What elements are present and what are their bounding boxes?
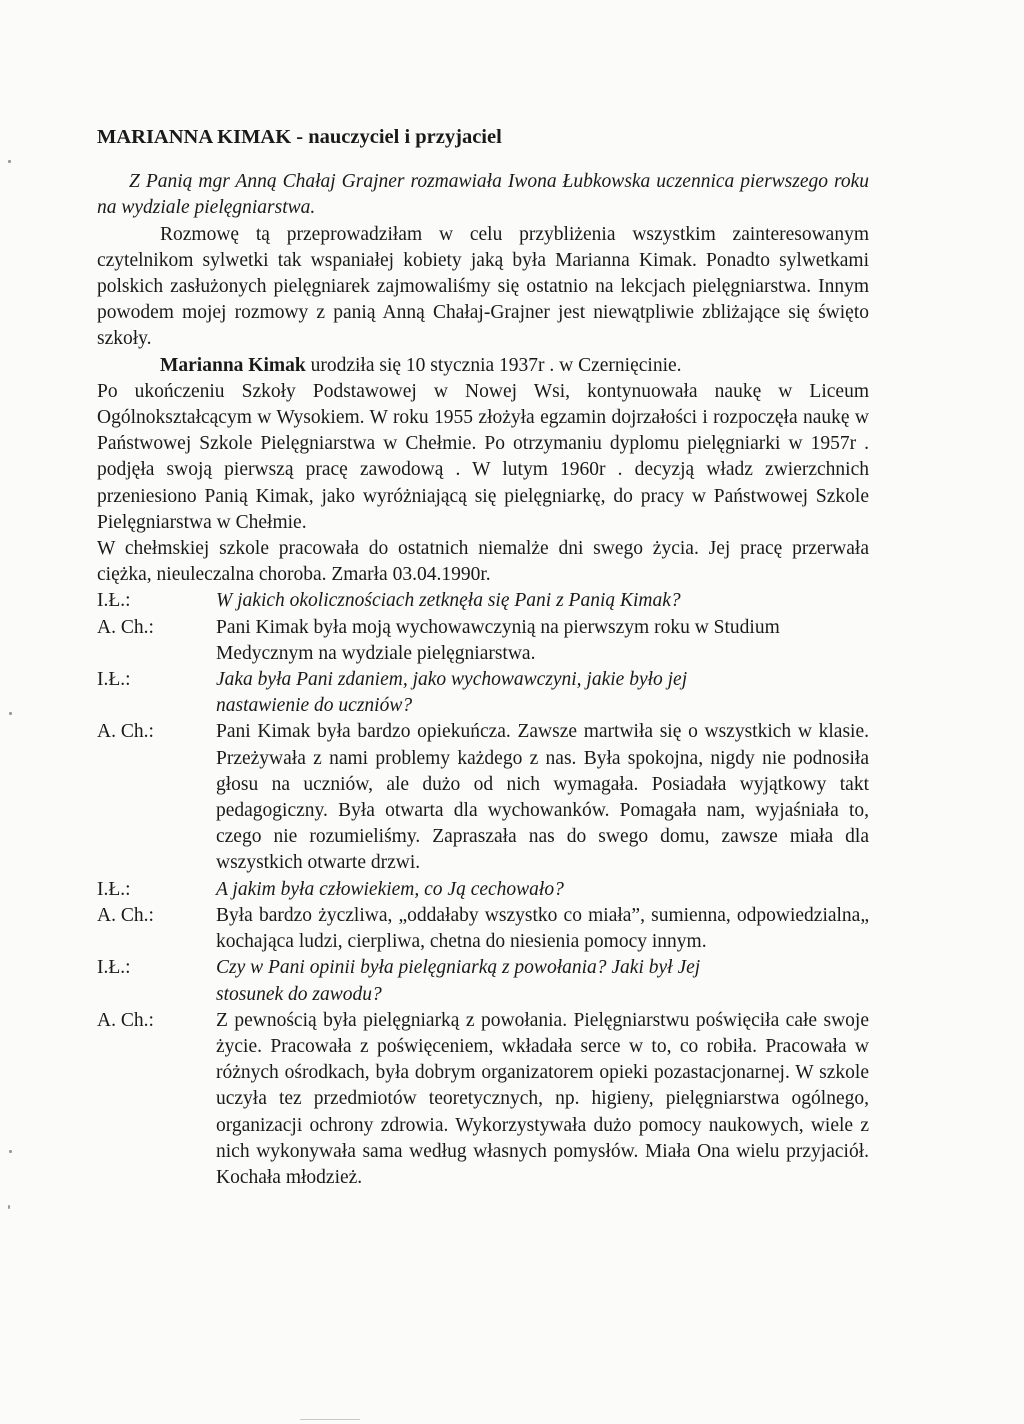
- interview-entry: [97, 1008, 869, 1191]
- speaker-label: I.Ł.:: [97, 878, 131, 900]
- answer-text: Pani Kimak była bardzo opiekuńcza. Zawsze martwiła się o wszystkich w klasie. Przeżywała z nami problemy każdego z nas. Była spokojna, nigdy nie podnosiła głosu na uczniów, ale dużo od nich wymagała. Posiadała wyjątkowy takt pedagogiczny. Była otwarta dla wychowanków. Pomagała nam, wyjaśniała to, czego nie rozumieliśmy. Zapraszała nas do swego domu, zawsze miała dla wszystkich otwarte drzwi.: [216, 721, 869, 874]
- document-page: [97, 124, 869, 1191]
- question-text: W jakich okolicznościach zetknęła się Pani z Panią Kimak?: [216, 590, 681, 612]
- question-text: A jakim była człowiekiem, co Ją cechowało?: [216, 878, 564, 900]
- document-subtitle: Z Panią mgr Anną Chałaj Grajner rozmawiała Iwona Łubkowska uczennica pierwszego roku na wydziale pielęgniarstwa.: [97, 171, 869, 219]
- answer-text: Pani Kimak była moją wychowawczynią na pierwszym roku w Studium Medycznym na wydziale pielęgniarstwa.: [216, 616, 780, 664]
- interview-entry: [97, 719, 869, 876]
- question-text: Jaka była Pani zdaniem, jako wychowawczyni, jakie było jej nastawienie do uczniów?: [216, 669, 688, 717]
- speaker-label: I.Ł.:: [97, 669, 131, 691]
- scan-line: [300, 1419, 360, 1420]
- interview: [97, 588, 869, 1191]
- speaker-label: A. Ch.:: [97, 904, 154, 926]
- intro-paragraph: Rozmowę tą przeprowadziłam w celu przybliżenia wszystkim zainteresowanym czytelnikom sylwetki tak wspaniałej kobiety jaką była Marianna Kimak. Ponadto sylwetkami polskich zasłużonych pielęgniarek zajmowaliśmy się ostatnio na lekcjach pielęgniarstwa. Innym powodem mojej rozmowy z panią Anną Chałaj-Grajner jest niewątpliwie zbliżające się święto szkoły.: [97, 223, 869, 350]
- speaker-label: I.Ł.:: [97, 590, 131, 612]
- bio-paragraph-2: Po ukończeniu Szkoły Podstawowej w Nowej Wsi, kontynuowała naukę w Liceum Ogólnokształcącym w Wysokiem. W roku 1955 złożyła egzamin dojrzałości i rozpoczęła naukę w Państwowej Szkole Pielęgniarstwa w Chełmie. Po otrzymaniu dyplomu pielęgniarki w 1957r . podjęła swoją pierwszą pracę zawodową . W lutym 1960r . decyzją władz zwierzchnich przeniesiono Panią Kimak, jako wyróżniającą się pielęgniarkę, do pracy w Państwowej Szkole Pielęgniarstwa w Chełmie.: [97, 380, 869, 533]
- question-text: Czy w Pani opinii była pielęgniarką z powołania? Jaki był Jej stosunek do zawodu?: [216, 957, 701, 1005]
- bio-birth: urodziła się 10 stycznia 1937r . w Czernięcinie.: [305, 354, 682, 376]
- scan-speck: [9, 1150, 12, 1153]
- scan-speck: [8, 160, 11, 163]
- bio-name: Marianna Kimak: [160, 354, 306, 376]
- interview-entry: [97, 903, 869, 955]
- interview-entry: [97, 588, 869, 614]
- scan-speck: [9, 712, 12, 715]
- document-title: MARIANNA KIMAK - nauczyciel i przyjaciel: [97, 126, 502, 148]
- answer-text: Z pewnością była pielęgniarką z powołania. Pielęgniarstwu poświęciła całe swoje życie. Pracowała z poświęceniem, wkładała serce w to, co robiła. Pracowała w różnych ośrodkach, była dobrym organizatorem opieki pozastacjonarnej. W szkole uczyła tez przedmiotów teoretycznych, np. higieny, pielęgniarstwa ogólnego, organizacji ochrony zdrowia. Wykorzystywała dużo pomocy naukowych, wiele z nich wykonywała sama według własnych pomysłów. Miała Ona wielu przyjaciół. Kochała młodzież.: [216, 1009, 869, 1188]
- scan-speck: [8, 1205, 10, 1209]
- interview-entry: [97, 667, 869, 719]
- speaker-label: A. Ch.:: [97, 1009, 154, 1031]
- interview-entry: [97, 955, 869, 1007]
- speaker-label: I.Ł.:: [97, 957, 131, 979]
- speaker-label: A. Ch.:: [97, 616, 154, 638]
- interview-entry: [97, 615, 869, 667]
- bio-paragraph-3: W chełmskiej szkole pracowała do ostatnich niemalże dni swego życia. Jej pracę przerwała ciężka, nieuleczalna choroba. Zmarła 03.04.1990r.: [97, 538, 869, 586]
- interview-entry: [97, 877, 869, 903]
- bio-paragraph-1: [97, 353, 869, 379]
- speaker-label: A. Ch.:: [97, 721, 154, 743]
- answer-text: Była bardzo życzliwa, „oddałaby wszystko co miała”, sumienna, odpowiedzialna„ kochająca ludzi, cierpliwa, chetna do niesienia pomocy innym.: [216, 904, 869, 953]
